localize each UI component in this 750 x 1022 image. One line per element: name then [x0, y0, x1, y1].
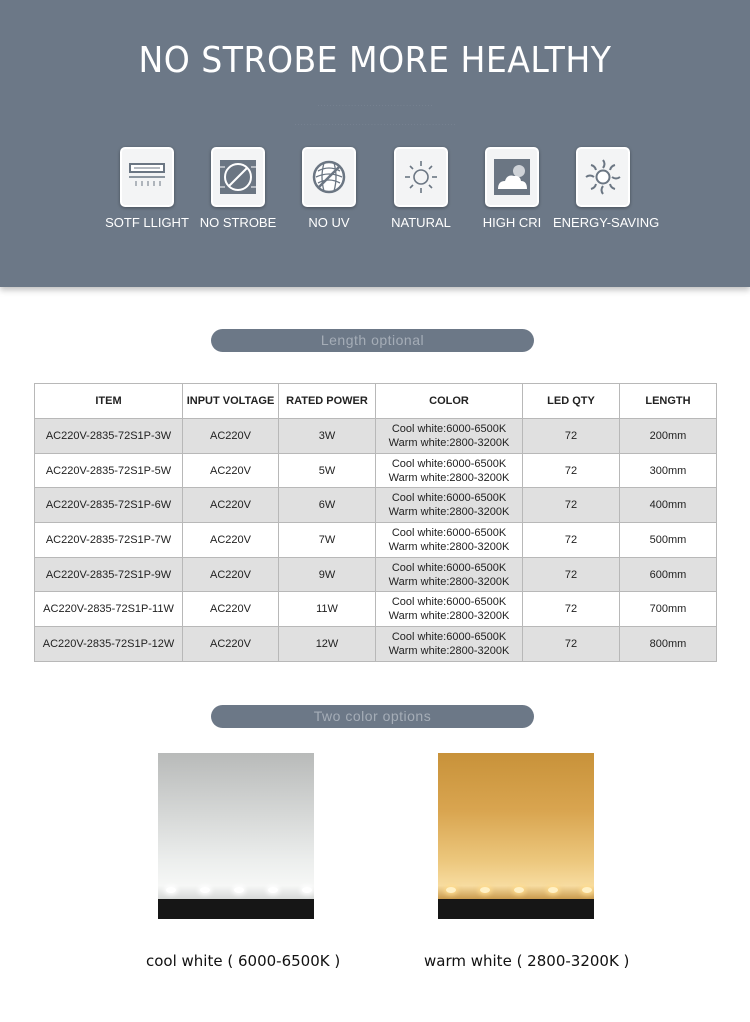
feature-label: ENERGY-SAVING: [553, 215, 660, 230]
warm-white-photo: [438, 753, 594, 919]
cell-voltage: AC220V: [183, 627, 279, 662]
cell-item: AC220V-2835-72S1P-5W: [35, 453, 183, 488]
cell-qty: 72: [523, 627, 620, 662]
cell-color: [376, 627, 523, 662]
section-title-length: Length optional: [211, 329, 534, 352]
cell-item: AC220V-2835-72S1P-3W: [35, 419, 183, 454]
no-uv-icon: [302, 147, 356, 207]
cell-length: 600mm: [620, 557, 717, 592]
table-row: [35, 488, 717, 523]
soft-light-icon: [120, 147, 174, 207]
cell-length: 500mm: [620, 523, 717, 558]
led-strip: [438, 885, 594, 895]
warm-white-caption: warm white ( 2800-3200K ): [424, 952, 630, 970]
table-row: [35, 557, 717, 592]
cell-qty: 72: [523, 523, 620, 558]
feature-list: [100, 147, 660, 237]
hero-banner: [0, 0, 750, 287]
cell-power: 6W: [279, 488, 376, 523]
col-header-length: LENGTH: [620, 384, 717, 419]
cell-voltage: AC220V: [183, 557, 279, 592]
energy-saving-sun-icon: [576, 147, 630, 207]
cell-color: [376, 557, 523, 592]
color-cool: Cool white:6000-6500K: [391, 457, 507, 470]
feature-item: [371, 147, 471, 230]
high-cri-cloud-icon: [485, 147, 539, 207]
col-header-voltage: INPUT VOLTAGE: [183, 384, 279, 419]
cell-color: [376, 488, 523, 523]
cool-white-caption: cool white ( 6000-6500K ): [146, 952, 341, 970]
cell-item: AC220V-2835-72S1P-7W: [35, 523, 183, 558]
cell-item: AC220V-2835-72S1P-12W: [35, 627, 183, 662]
col-header-color: COLOR: [376, 384, 523, 419]
cell-qty: 72: [523, 592, 620, 627]
natural-sun-icon: [394, 147, 448, 207]
table-row: [35, 523, 717, 558]
color-warm: Warm white:2800-3200K: [388, 540, 510, 553]
feature-label: NO STROBE: [199, 215, 277, 230]
cell-power: 5W: [279, 453, 376, 488]
table-row: [35, 419, 717, 454]
cell-voltage: AC220V: [183, 453, 279, 488]
cell-power: 7W: [279, 523, 376, 558]
feature-item: [279, 147, 379, 230]
cell-length: 800mm: [620, 627, 717, 662]
cell-item: AC220V-2835-72S1P-11W: [35, 592, 183, 627]
cell-length: 700mm: [620, 592, 717, 627]
feature-label: NATURAL: [391, 215, 451, 230]
color-warm: Warm white:2800-3200K: [388, 471, 510, 484]
feature-item: [462, 147, 562, 230]
cell-color: [376, 592, 523, 627]
cell-voltage: AC220V: [183, 419, 279, 454]
col-header-power: RATED POWER: [279, 384, 376, 419]
cell-voltage: AC220V: [183, 488, 279, 523]
cell-voltage: AC220V: [183, 523, 279, 558]
section-title-colors: Two color options: [211, 705, 534, 728]
color-cool: Cool white:6000-6500K: [391, 526, 507, 539]
decorative-text-line: · · · · · · · · · · · · · · · · · · · · · · · · · · · · · · · · · · · · · · · · · · · · · · · · · · · · ·: [294, 122, 456, 128]
color-warm: Warm white:2800-3200K: [388, 644, 510, 657]
color-cool: Cool white:6000-6500K: [391, 630, 507, 643]
feature-item: [97, 147, 197, 230]
feature-item: [553, 147, 660, 230]
feature-label: SOTF LLIGHT: [105, 215, 189, 230]
no-strobe-icon: [211, 147, 265, 207]
col-header-item: ITEM: [35, 384, 183, 419]
decorative-text-line: · · · · · · · · · · · · · · · · · · · · · · · · · · · · · · · · · · · · · ·: [317, 103, 433, 109]
cell-qty: 72: [523, 419, 620, 454]
feature-item: [188, 147, 288, 230]
color-cool: Cool white:6000-6500K: [391, 492, 507, 505]
color-cool: Cool white:6000-6500K: [391, 422, 507, 435]
cool-white-photo: [158, 753, 314, 919]
feature-label: NO UV: [308, 215, 350, 230]
cell-length: 400mm: [620, 488, 717, 523]
color-cool: Cool white:6000-6500K: [391, 596, 507, 609]
cell-qty: 72: [523, 488, 620, 523]
color-warm: Warm white:2800-3200K: [388, 436, 510, 449]
color-warm: Warm white:2800-3200K: [388, 506, 510, 519]
led-strip: [158, 885, 314, 895]
page-title: NO STROBE MORE HEALTHY: [138, 40, 612, 81]
spec-table: [34, 383, 717, 662]
color-cool: Cool white:6000-6500K: [391, 561, 507, 574]
cell-voltage: AC220V: [183, 592, 279, 627]
cell-qty: 72: [523, 557, 620, 592]
cell-item: AC220V-2835-72S1P-9W: [35, 557, 183, 592]
col-header-led-qty: LED QTY: [523, 384, 620, 419]
cell-power: 11W: [279, 592, 376, 627]
cell-power: 3W: [279, 419, 376, 454]
table-row: [35, 453, 717, 488]
cell-color: [376, 453, 523, 488]
cell-length: 200mm: [620, 419, 717, 454]
table-header-row: [35, 384, 717, 419]
cell-color: [376, 419, 523, 454]
color-warm: Warm white:2800-3200K: [388, 575, 510, 588]
color-warm: Warm white:2800-3200K: [388, 610, 510, 623]
cell-qty: 72: [523, 453, 620, 488]
table-row: [35, 627, 717, 662]
cell-power: 12W: [279, 627, 376, 662]
table-row: [35, 592, 717, 627]
cell-power: 9W: [279, 557, 376, 592]
cell-color: [376, 523, 523, 558]
feature-label: HIGH CRI: [482, 215, 542, 230]
cell-item: AC220V-2835-72S1P-6W: [35, 488, 183, 523]
cell-length: 300mm: [620, 453, 717, 488]
